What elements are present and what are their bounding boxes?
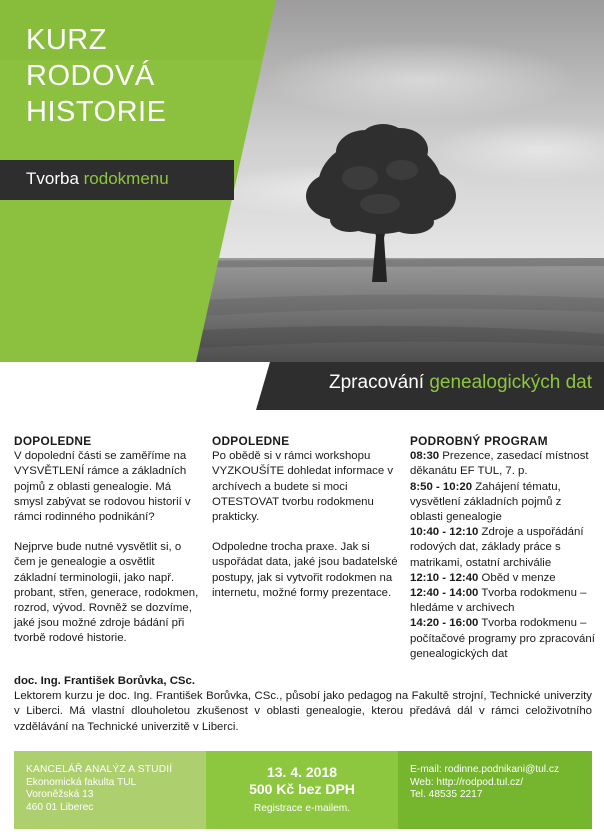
- contact-phone: Tel. 48535 2217: [410, 789, 483, 800]
- contact-email[interactable]: E-mail: rodinne.podnikani@tul.cz: [410, 764, 560, 775]
- course-title: [26, 22, 166, 130]
- program-item-time: 12:10 - 12:40: [410, 571, 479, 584]
- footer: [14, 751, 592, 829]
- event-date: 13. 4. 2018: [266, 764, 338, 780]
- hero-banner: [0, 0, 604, 362]
- morning-paragraph-2: Nejprve bude nutné vysvětlit si, o čem je genealogie a osvětlit základní terminologii, jako např. probant, střen, generace, rodokmen, rozrod, vývod. Rovněž se dozvíme, jaké jsou možné zdroje bádání při tvorbě rodové historie.: [14, 541, 199, 645]
- program-item-text: Prezence, zasedací místnost děkanátu EF TUL, 7. p.: [410, 450, 589, 478]
- program-item-time: 14:20 - 16:00: [410, 617, 479, 630]
- footer-event-box: [206, 751, 398, 829]
- subtitle-prefix: Tvorba: [26, 169, 84, 188]
- program-item: [410, 480, 596, 526]
- subtitle-accent: rodokmenu: [83, 169, 169, 188]
- title-line-2: RODOVÁ: [26, 60, 155, 92]
- topic-bar-text-wrap: [0, 362, 604, 410]
- topic-text: [329, 372, 592, 394]
- morning-column: [14, 434, 200, 647]
- topic-accent: genealogických dat: [429, 372, 592, 393]
- event-price: 500 Kč bez DPH: [249, 781, 355, 797]
- afternoon-paragraph-2: Odpoledne trocha praxe. Jak si uspořádat data, jaké jsou badatelské postupy, jak si vytvořit rodokmen na internetu, možné formy prezentace.: [212, 541, 398, 599]
- program-item: [410, 525, 596, 571]
- program-item: [410, 586, 596, 616]
- program-item-time: 08:30: [410, 450, 440, 463]
- program-item-text: Zahájení tématu, vysvětlení základních pojmů z oblasti genealogie: [410, 480, 562, 524]
- program-item-text: Oběd v menze: [478, 571, 556, 584]
- program-item: [410, 571, 596, 586]
- title-line-3: HISTORIE: [26, 96, 167, 128]
- afternoon-paragraph-1: Po obědě si v rámci workshopu VYZKOUŠÍTE dohledat informace v archívech a budete si moci OTESTOVAT tvorbu rodokmenu prakticky.: [212, 450, 394, 524]
- subtitle-text: [26, 169, 169, 189]
- office-title: KANCELÁŘ ANALÝZ A STUDIÍ: [26, 764, 173, 775]
- morning-paragraph-1: V dopolední části se zaměříme na VYSVĚTLENÍ rámce a základních pojmů z oblasti genealogie. Má smysl zabývat se rodovou historií v rámci rodinného podnikání?: [14, 450, 191, 524]
- program-item-text: Tvorba rodokmenu – hledáme v archivech: [410, 587, 587, 615]
- office-line: Voroněžská 13: [26, 789, 94, 800]
- footer-office-box: [14, 751, 206, 829]
- program-item-text: Zdroje a uspořádání rodových dat, základy práce s matrikami, ostatní archiválie: [410, 526, 584, 569]
- contact-web[interactable]: Web: http://rodpod.tul.cz/: [410, 776, 524, 788]
- office-line: Ekonomická fakulta TUL: [26, 776, 137, 788]
- program-heading: PODROBNÝ PROGRAM: [410, 434, 548, 448]
- topic-prefix: Zpracování: [329, 372, 430, 393]
- program-column: [410, 434, 596, 662]
- subtitle-bar: [0, 160, 234, 200]
- lecturer-bio: Lektorem kurzu je doc. Ing. František Borůvka, CSc., působí jako pedagog na Fakultě strojní, Technické univerzity v Liberci. Má vlastní dlouholetou zkušenost v oblasti genealogie, kterou předává dál v rámci celoživotního vzdělávání na Technické univerzitě v Liberci.: [14, 690, 592, 733]
- program-item: [410, 449, 596, 479]
- program-item-time: 8:50 - 10:20: [410, 480, 473, 493]
- program-item-time: 12:40 - 14:00: [410, 587, 479, 600]
- program-item-text: Tvorba rodokmenu – počítačové programy pro zpracování genealogických dat: [410, 617, 595, 660]
- afternoon-heading: ODPOLEDNE: [212, 434, 290, 448]
- title-line-1: KURZ: [26, 24, 107, 56]
- afternoon-column: [212, 434, 398, 601]
- event-registration: Registrace e-mailem.: [253, 803, 351, 814]
- program-item-time: 10:40 - 12:10: [410, 526, 479, 539]
- office-line: 460 01 Liberec: [26, 801, 94, 813]
- morning-heading: DOPOLEDNE: [14, 434, 92, 448]
- program-item: [410, 616, 596, 662]
- lecturer-section: [14, 674, 592, 735]
- lecturer-name: doc. Ing. František Borůvka, CSc.: [14, 675, 196, 687]
- footer-contact-box: [398, 751, 592, 829]
